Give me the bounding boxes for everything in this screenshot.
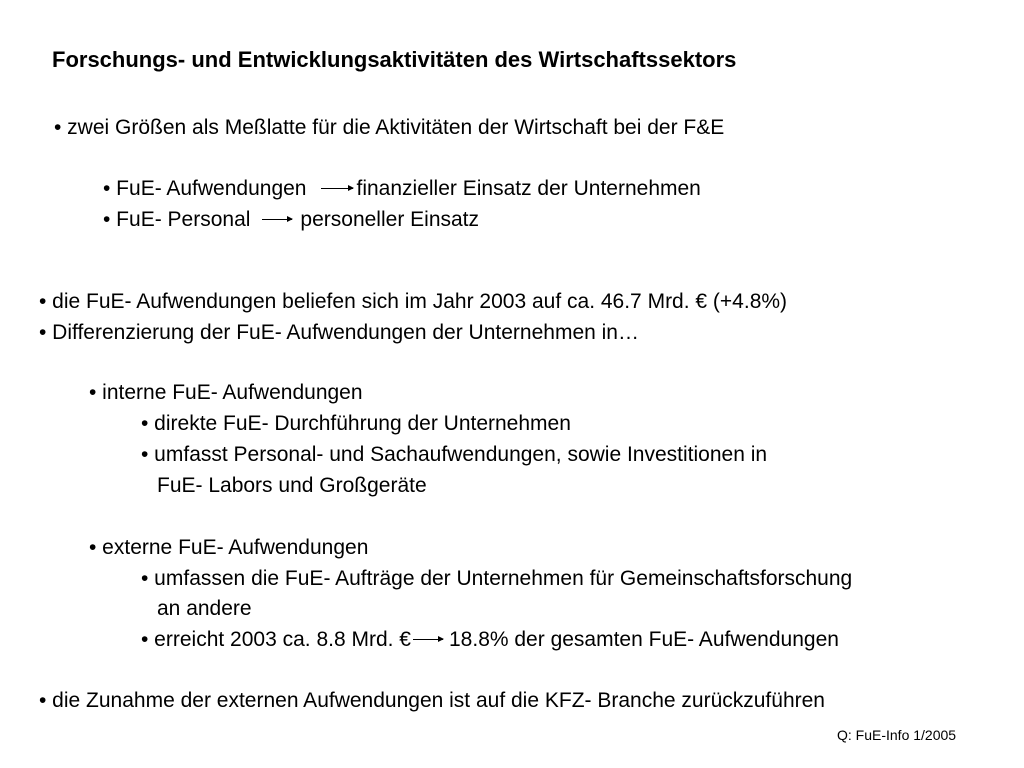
- point-differentiation: • Differenzierung der FuE- Aufwendungen der Unternehmen in…: [39, 321, 639, 344]
- measure-personnel-label: • FuE- Personal: [103, 208, 251, 231]
- slide-title: Forschungs- und Entwicklungsaktivitäten des Wirtschaftssektors: [52, 47, 737, 72]
- measure-personnel-meaning: personeller Einsatz: [300, 208, 480, 231]
- internal-item: • umfasst Personal- und Sachaufwendungen, sowie Investitionen in: [141, 443, 768, 466]
- external-reach: [141, 627, 839, 653]
- external-heading: • externe FuE- Aufwendungen: [89, 536, 369, 559]
- intro-bullet: • zwei Größen als Meßlatte für die Aktivitäten der Wirtschaft bei der F&E: [54, 116, 725, 139]
- measure-expenditure-meaning: finanzieller Einsatz der Unternehmen: [356, 177, 701, 200]
- measure-personnel: [103, 207, 479, 233]
- arrow-right-icon: [413, 639, 443, 640]
- point-expenditure-2003: • die FuE- Aufwendungen beliefen sich im Jahr 2003 auf ca. 46.7 Mrd. € (+4.8%): [39, 290, 788, 313]
- source-citation: Q: FuE-Info 1/2005: [837, 727, 957, 743]
- external-reach-share: 18.8% der gesamten FuE- Aufwendungen: [449, 628, 839, 651]
- measure-expenditure-label: • FuE- Aufwendungen: [103, 177, 307, 200]
- internal-item: • direkte FuE- Durchführung der Unternehmen: [141, 412, 571, 435]
- arrow-right-icon: [321, 188, 353, 189]
- external-item: • umfassen die FuE- Aufträge der Unternehmen für Gemeinschaftsforschung: [141, 567, 853, 590]
- internal-heading: • interne FuE- Aufwendungen: [89, 381, 363, 404]
- measure-expenditure: [103, 176, 701, 202]
- external-reach-amount: • erreicht 2003 ca. 8.8 Mrd. €: [141, 628, 411, 651]
- internal-item-continued: FuE- Labors und Großgeräte: [157, 474, 427, 497]
- arrow-right-icon: [262, 219, 292, 220]
- conclusion-bullet: • die Zunahme der externen Aufwendungen ist auf die KFZ- Branche zurückzuführen: [39, 689, 825, 712]
- external-item-continued: an andere: [157, 597, 252, 620]
